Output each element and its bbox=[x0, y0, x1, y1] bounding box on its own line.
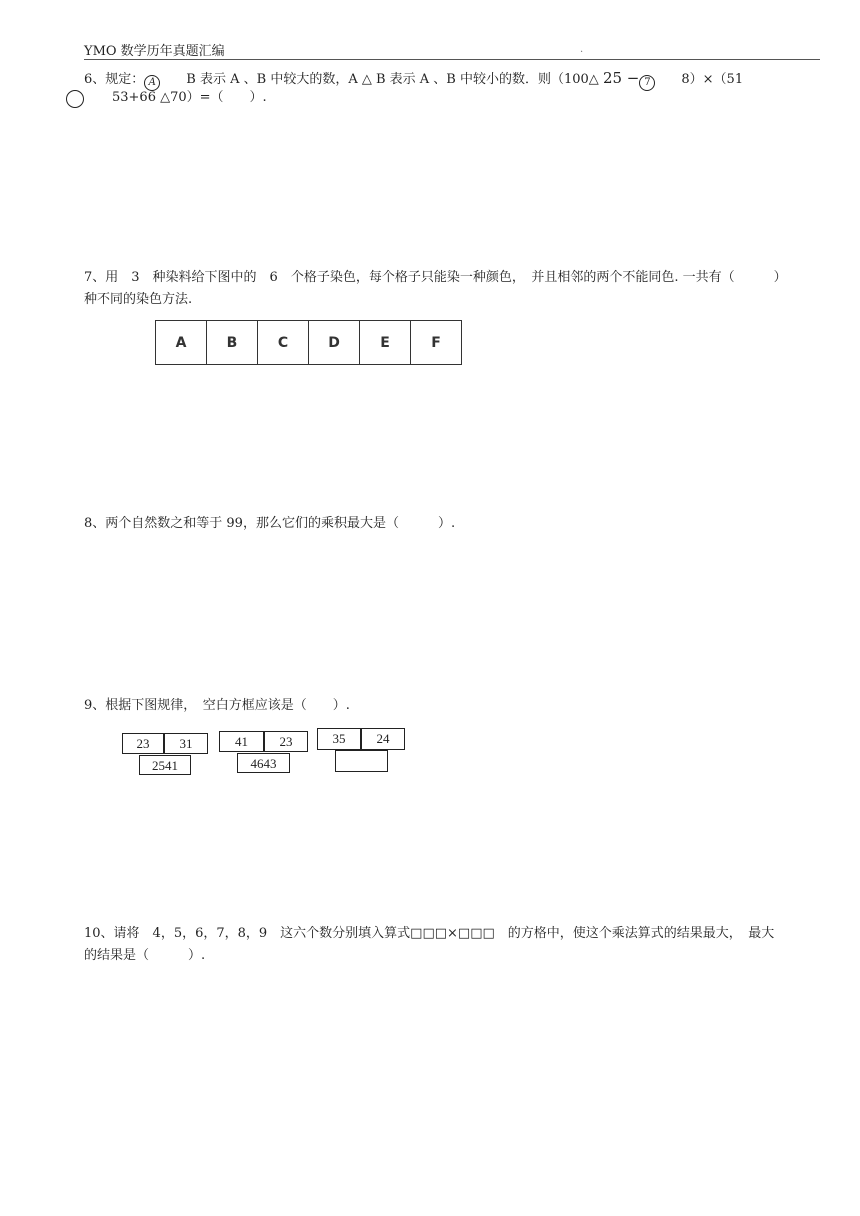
question-10-line-2: 的结果是（ ）. bbox=[84, 948, 206, 963]
grid-cell-f: F bbox=[411, 321, 462, 365]
question-7-line-1: 7、用 3 种染料给下图中的 6 个格子染色，每个格子只能染一种颜色， 并且相邻的两个不能同色. 一共有（ ） bbox=[84, 270, 787, 285]
circled-number-icon: 7 bbox=[639, 75, 655, 91]
pattern-box-right: 24 bbox=[361, 728, 405, 750]
pattern-box-result: 2541 bbox=[139, 755, 191, 775]
header-title: YMO 数学历年真题汇编 bbox=[84, 44, 225, 59]
question-6-text-c: 8）×（51 bbox=[681, 72, 744, 87]
circled-operator-icon: A bbox=[144, 75, 160, 91]
pattern-box-left: 23 bbox=[122, 733, 164, 754]
grid-cell-c: C bbox=[258, 321, 309, 365]
grid-cell-e: E bbox=[360, 321, 411, 365]
question-6-label: 规定： bbox=[105, 72, 145, 87]
pattern-box-left: 35 bbox=[317, 728, 361, 750]
header-divider bbox=[84, 59, 820, 60]
question-8-text: 8、两个自然数之和等于 99，那么它们的乘积最大是（ ）. bbox=[84, 516, 456, 531]
question-7-line-2: 种不同的染色方法. bbox=[84, 292, 193, 307]
pattern-box-right: 31 bbox=[164, 733, 208, 754]
pattern-box-blank bbox=[335, 750, 388, 772]
pattern-box-left: 41 bbox=[219, 731, 264, 752]
question-6-line-2: 53+66 △70）=（ ）. bbox=[112, 90, 267, 105]
question-6-number: 6、 bbox=[84, 72, 106, 87]
pattern-box-result: 4643 bbox=[237, 753, 290, 773]
circle-operator-icon bbox=[66, 90, 84, 108]
grid-cell-d: D bbox=[309, 321, 360, 365]
question-6-text-b: 25 − bbox=[602, 69, 640, 87]
grid-cell-b: B bbox=[207, 321, 258, 365]
header-dot: . bbox=[580, 44, 584, 55]
grid-cell-a: A bbox=[156, 321, 207, 365]
question-6-text-a: B 表示 A 、B 中较大的数，A △ B 表示 A 、B 中较小的数．则（100△ bbox=[186, 72, 599, 87]
question-9-text: 9、根据下图规律， 空白方框应该是（ ）. bbox=[84, 698, 350, 713]
pattern-box-right: 23 bbox=[264, 731, 308, 752]
question-10-line-1: 10、请将 4，5，6，7，8，9 这六个数分别填入算式□□□×□□□ 的方格中，使这个乘法算式的结果最大， 最大 bbox=[84, 926, 775, 941]
color-grid bbox=[155, 320, 462, 365]
